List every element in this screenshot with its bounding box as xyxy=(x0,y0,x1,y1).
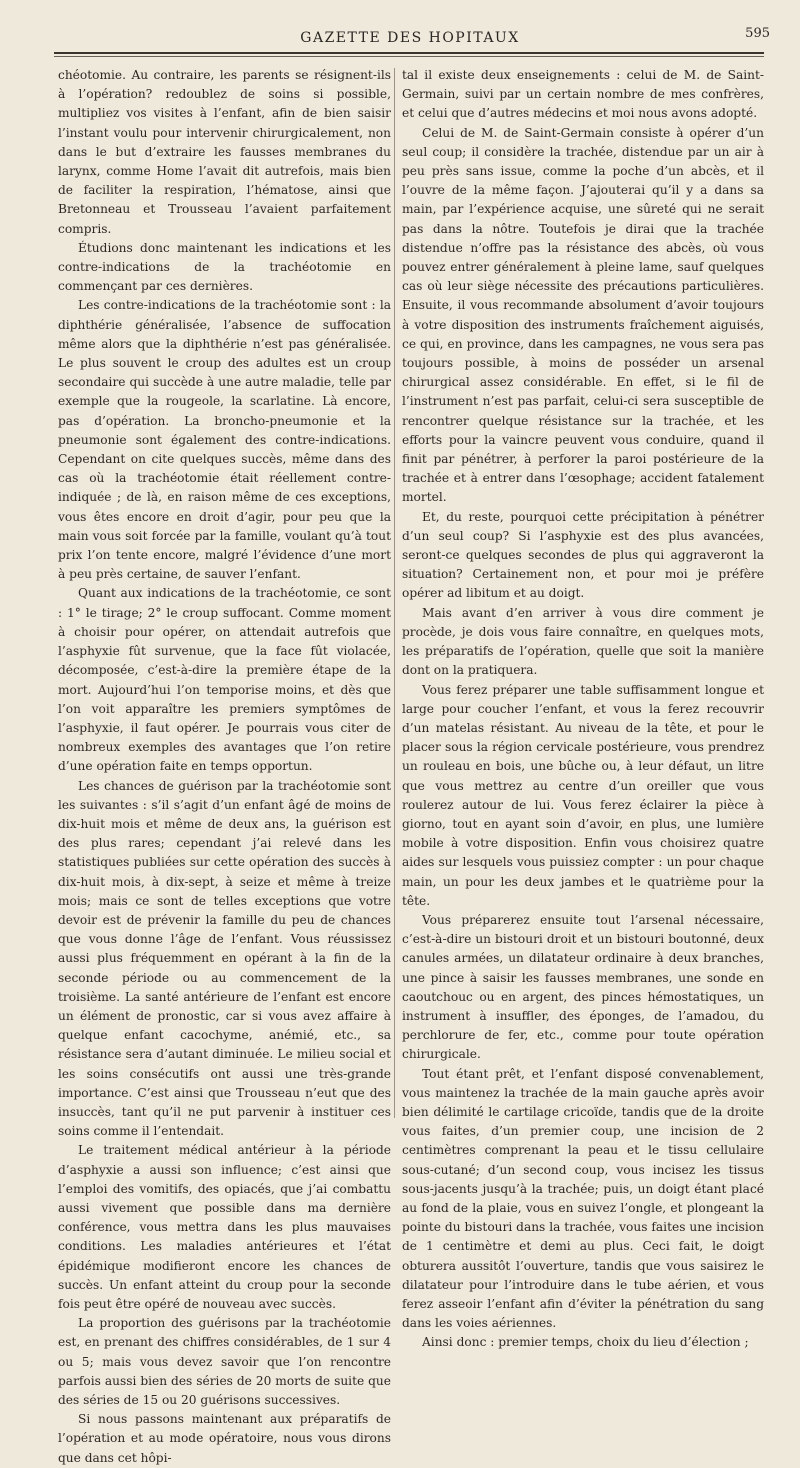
paragraph: Et, du reste, pourquoi cette précipitation à pénétrer d’un seul coup? Si l’asphyxie est des plus avancées, seront-ce quelques secondes de plus qui aggraveront la situation? Certainement non, et pour moi je préfère opérer ad libitum et au doigt. xyxy=(402,509,764,601)
paragraph: Les contre-indications de la trachéotomie sont : la diphthérie généralisée, l’absence de suffocation même alors que la diphthérie n’est pas généralisée. Le plus souvent le croup des adultes est un croup secondaire qui succède à une autre maladie, telle par exemple que la rougeole, la scarlatine. Là encore, pas d’opération. La broncho-pneumonie et la pneumonie sont également des contre-indications. Cependant on cite quelques succès, même dans des cas où la trachéotomie était réellement contre-indiquée ; de là, en raison même de ces exceptions, vous êtes encore en droit d’agir, pour peu que la main vous soit forcée par la famille, voulant qu’à tout prix l’on tente encore, malgré l’évidence d’une mort à peu près certaine, de sauver l’enfant. xyxy=(58,298,391,582)
journal-title: GAZETTE DES HOPITAUX xyxy=(300,30,520,46)
paragraph: Celui de M. de Saint-Germain consiste à opérer d’un seul coup; il considère la trachée, distendue par un air à peu près sans issue, comme la poche d’un abcès, et il l’ouvre de la même façon. J’ajouterai qu’il y a dans sa main, par l’expérience acquise, une sûreté qui ne serait pas dans la nôtre. Toutefois je dirai que la trachée distendue n’offre pas la résistance des abcès, où vous pouvez entrer généralement à pleine lame, sauf quelques cas où leur siège nécessite des précautions particulières. Ensuite, il vous recommande absolument d’avoir toujours à votre disposition des instruments fraîchement aiguisés, ce qui, en province, dans les campagnes, ne vous sera pas toujours possible, à moins de posséder un arsenal chirurgical assez considérable. En effet, si le fil de l’instrument n’est pas parfait, celui-ci sera susceptible de rencontrer quelque résistance sur la trachée, et les efforts pour la vaincre peuvent vous conduire, quand il finit par pénétrer, à perforer la paroi postérieure de la trachée et à entrer dans l’œsophage; accident fatalement mortel. xyxy=(402,125,764,505)
paragraph: Les chances de guérison par la trachéotomie sont les suivantes : s’il s’agit d’un enfant âgé de moins de dix-huit mois et même de deux ans, la guérison est des plus rares; cependant j’ai relevé dans les statistiques publiées sur cette opération des succès à dix-huit mois, à dix-sept, à seize et même à treize mois; mais ce sont de telles exceptions que votre devoir est de prévenir la famille du peu de chances que vous donne l’âge de l’enfant. Vous réussissez aussi plus fréquemment en opérant à la fin de la seconde période ou au commencement de la troisième. La santé antérieure de l’enfant est encore un élément de pronostic, car si vous avez affaire à quelque enfant cacochyme, anémié, etc., sa résistance sera d’autant diminuée. Le milieu social et les soins consécutifs ont aussi une très-grande importance. C’est ainsi que Trousseau n’eut que des insuccès, tant qu’il ne put parvenir à instituer ces soins comme il l’entendait. xyxy=(58,778,391,1139)
paragraph: Étudions donc maintenant les indications et les contre-indications de la trachéotomie en commençant par ces dernières. xyxy=(58,240,391,294)
paragraph: chéotomie. Au contraire, les parents se résignent-ils à l’opération? redoublez de soins si possible, multipliez vos visites à l’enfant, afin de bien saisir l’instant voulu pour intervenir chirurgicalement, non dans le but d’extraire les fausses membranes du larynx, comme Home l’avait dit autrefois, mais bien de faciliter la respiration, l’hématose, ainsi que Bretonneau et Trousseau l’avaient parfaitement compris. xyxy=(58,68,391,236)
paragraph: Ainsi donc : premier temps, choix du lieu d’élection ; xyxy=(422,1335,749,1350)
page-number: 595 xyxy=(745,26,770,41)
paragraph: Quant aux indications de la trachéotomie, ce sont : 1° le tirage; 2° le croup suffocant. Comme moment à choisir pour opérer, on attendait autrefois que l’asphyxie fût survenue, que la face fût violacée, décomposée, c’est-à-dire la première étape de la mort. Aujourd’hui l’on temporise moins, et dès que l’on voit apparaître les premiers symptômes de l’asphyxie, il faut opérer. Je pourrais vous citer de nombreux exemples des avantages que l’on retire d’une opération faite en temps opportun. xyxy=(58,586,391,774)
column-divider xyxy=(394,68,395,1118)
paragraph: Le traitement médical antérieur à la période d’asphyxie a aussi son influence; c’est ainsi que l’emploi des vomitifs, des opiacés, que j’ai combattu aussi vivement que possible dans ma dernière conférence, vous mettra dans les plus mauvaises conditions. Les maladies antérieures et l’état épidémique modifieront encore les chances de succès. Un enfant atteint du croup pour la seconde fois peut être opéré de nouveau avec succès. xyxy=(58,1143,391,1311)
paragraph: tal il existe deux enseignements : celui de M. de Saint-Germain, suivi par un certain nombre de mes confrères, et celui que d’autres médecins et moi nous avons adopté. xyxy=(402,68,764,121)
paragraph: Vous préparerez ensuite tout l’arsenal nécessaire, c’est-à-dire un bistouri droit et un bistouri boutonné, deux canules armées, un dilatateur ordinaire à deux branches, une pince à saisir les fausses membranes, une sonde en caoutchouc ou en argent, des pinces hémostatiques, un instrument à insuffler, des éponges, de l’amadou, du perchlorure de fer, etc., comme pour toute opération chirurgicale. xyxy=(402,912,764,1062)
paragraph: La proportion des guérisons par la trachéotomie est, en prenant des chiffres considérables, de 1 sur 4 ou 5; mais vous devez savoir que l’on rencontre parfois aussi bien des séries de 20 morts de suite que des séries de 15 ou 20 guérisons successives. xyxy=(58,1316,391,1408)
paragraph: Si nous passons maintenant aux préparatifs de l’opération et au mode opératoire, nous vous dirons que dans cet hôpi- xyxy=(58,1412,391,1465)
left-column xyxy=(58,66,391,1465)
right-column xyxy=(402,66,764,1350)
header-rule-thin xyxy=(54,56,764,57)
paragraph: Mais avant d’en arriver à vous dire comment je procède, je dois vous faire connaître, en quelques mots, les préparatifs de l’opération, quelle que soit la manière dont on la pratiquera. xyxy=(402,605,764,678)
header-rule xyxy=(54,52,764,54)
page-header xyxy=(60,20,770,60)
paragraph: Vous ferez préparer une table suffisamment longue et large pour coucher l’enfant, et vous la ferez recouvrir d’un matelas résistant. Au niveau de la tête, et pour le placer sous la région cervicale postérieure, vous prendrez un rouleau en bois, une bûche ou, à leur défaut, un litre que vous mettrez au centre d’un oreiller que vous roulerez autour de lui. Vous ferez éclairer la pièce à giorno, tout en ayant soin d’avoir, en plus, une lumière mobile à votre disposition. Enfin vous choisirez quatre aides sur lesquels vous puissiez compter : un pour chaque main, un pour les deux jambes et le quatrième pour la tête. xyxy=(402,682,764,908)
paragraph: Tout étant prêt, et l’enfant disposé convenablement, vous maintenez la trachée de la main gauche après avoir bien délimité le cartilage cricoïde, tandis que de la droite vous faites, d’un premier coup, une incision de 2 centimètres comprenant la peau et le tissu cellulaire sous-cutané; d’un second coup, vous incisez les tissus sous-jacents jusqu’à la trachée; puis, un doigt étant placé au fond de la plaie, vous en suivez l’ongle, et plongeant la pointe du bistouri dans la trachée, vous faites une incision de 1 centimètre et demi au plus. Ceci fait, le doigt obturera aussitôt l’ouverture, tandis que vous saisirez le dilatateur pour l’introduire dans le tube aérien, et vous ferez asseoir l’enfant afin d’éviter la pénétration du sang dans les voies aériennes. xyxy=(402,1066,764,1331)
